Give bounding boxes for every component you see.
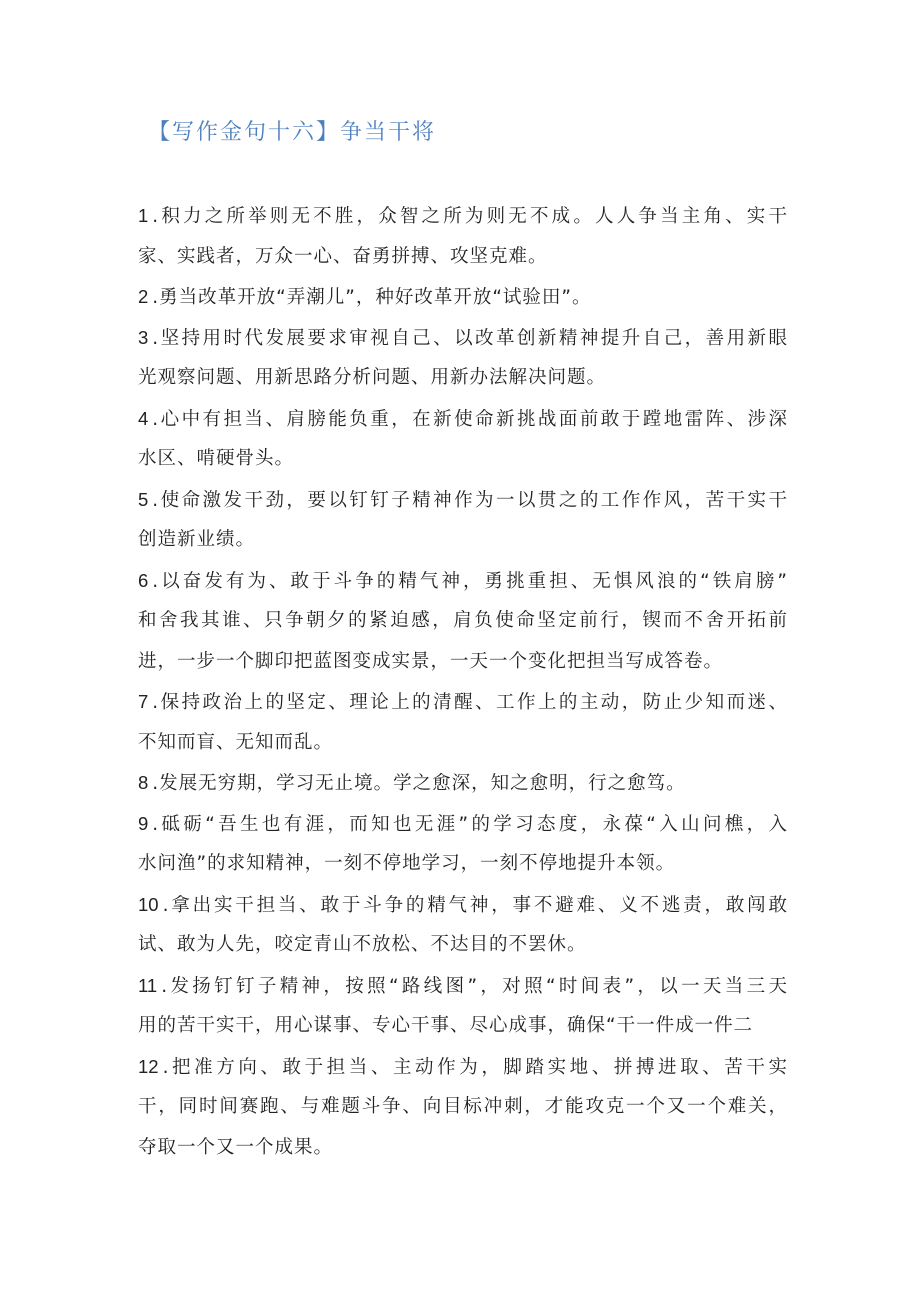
list-item-line [138,1047,788,1088]
list-item-line [138,196,788,237]
list-item [138,804,788,885]
list-item-line [138,723,788,764]
item-text: .砥砺“吾生也有涯，而知也无涯”的学习态度，永葆“入山问樵，入 [152,813,788,835]
item-text: .把准方向、敢于担当、主动作为，脚踏实地、拼搏进取、苦干实 [162,1056,788,1078]
item-text: .心中有担当、肩膀能负重，在新使命新挑战面前敢于蹚地雷阵、涉深 [152,408,788,430]
item-text: 用的苦干实干，用心谋事、专心干事、尽心成事，确保“干一件成一件二 [138,1015,754,1036]
list-item-line [138,601,788,642]
list-item-line [138,682,788,723]
item-number: 12 [138,1055,159,1077]
list-item-line [138,237,788,278]
list-item [138,966,788,1047]
list-item-line [138,844,788,885]
list-item [138,682,788,763]
item-text: .使命激发干劲，要以钉钉子精神作为一以贯之的工作作风，苦干实干 [152,489,788,511]
list-item [138,277,788,318]
item-number: 10 [138,893,159,915]
list-item [138,480,788,561]
item-number: 5 [138,488,149,510]
list-item [138,399,788,480]
item-text: 不知而盲、无知而乱。 [138,731,334,753]
list-item-line [138,642,788,683]
item-text: .坚持用时代发展要求审视自己、以改革创新精神提升自己，善用新眼 [152,327,788,349]
list-item-line [138,1087,788,1128]
item-text: .拿出实干担当、敢于斗争的精气神，事不避难、义不逃责，敢闯敢 [162,894,788,916]
list-item-line [138,520,788,561]
item-number: 9 [138,812,149,834]
item-text: 进，一步一个脚印把蓝图变成实景，一天一个变化把担当写成答卷。 [138,650,724,672]
list-item [138,196,788,277]
item-number: 1 [138,205,149,226]
item-text: 水区、啃硬骨头。 [138,448,295,469]
list-item-line [138,1128,788,1169]
list-item-line [138,966,788,1007]
list-item [138,885,788,966]
item-text: 创造新业绩。 [138,529,256,550]
item-text: .以奋发有为、敢于斗争的精气神，勇挑重担、无惧风浪的“铁肩膀” [152,570,788,592]
item-number: 7 [138,691,149,712]
item-text: 家、实践者，万众一心、奋勇拼搏、攻坚克难。 [138,245,548,267]
item-text: .发扬钉钉子精神，按照“路线图”，对照“时间表”，以一天当三天 [161,975,788,997]
item-number: 3 [138,326,149,348]
list-item-line [138,885,788,926]
list-item-line [138,925,788,966]
item-number: 6 [138,569,149,591]
list-item-line [138,561,788,602]
list-item-line [138,480,788,521]
item-text: .积力之所举则无不胜，众智之所为则无不成。人人争当主角、实干 [152,206,788,227]
item-number: 8 [138,772,149,793]
list-item [138,1047,788,1169]
document-title: 【写作金句十六】争当干将 [148,120,437,145]
item-text: .发展无穷期，学习无止境。学之愈深，知之愈明，行之愈笃。 [152,773,686,794]
item-text: .保持政治上的坚定、理论上的清醒、工作上的主动，防止少知而迷、 [152,692,788,713]
list-item-line [138,439,788,480]
item-text: .勇当改革开放“弄潮儿”，种好改革开放“试验田”。 [152,287,592,308]
item-number: 11 [138,974,158,996]
item-text: 光观察问题、用新思路分析问题、用新办法解决问题。 [138,367,607,388]
list-item-line [138,763,788,804]
list-item-line [138,1006,788,1047]
item-text: 和舍我其谁、只争朝夕的紧迫感，肩负使命坚定前行，锲而不舍开拓前 [138,610,788,631]
list-item-line [138,318,788,359]
list-item [138,763,788,804]
item-text: 夺取一个又一个成果。 [138,1136,334,1158]
list-item-line [138,358,788,399]
list-item [138,561,788,683]
list-item-line [138,804,788,845]
item-text: 干，同时间赛跑、与难题斗争、向目标冲刺，才能攻克一个又一个难关， [138,1096,788,1117]
item-text: 试、敢为人先，咬定青山不放松、不达目的不罢休。 [138,934,587,955]
list-item-line [138,277,788,318]
item-number: 2 [138,286,149,307]
item-text: 水问渔”的求知精神，一刻不停地学习，一刻不停地提升本领。 [138,853,676,874]
list-item [138,318,788,399]
list-item-line [138,399,788,440]
item-list [138,196,788,1168]
item-number: 4 [138,407,149,429]
